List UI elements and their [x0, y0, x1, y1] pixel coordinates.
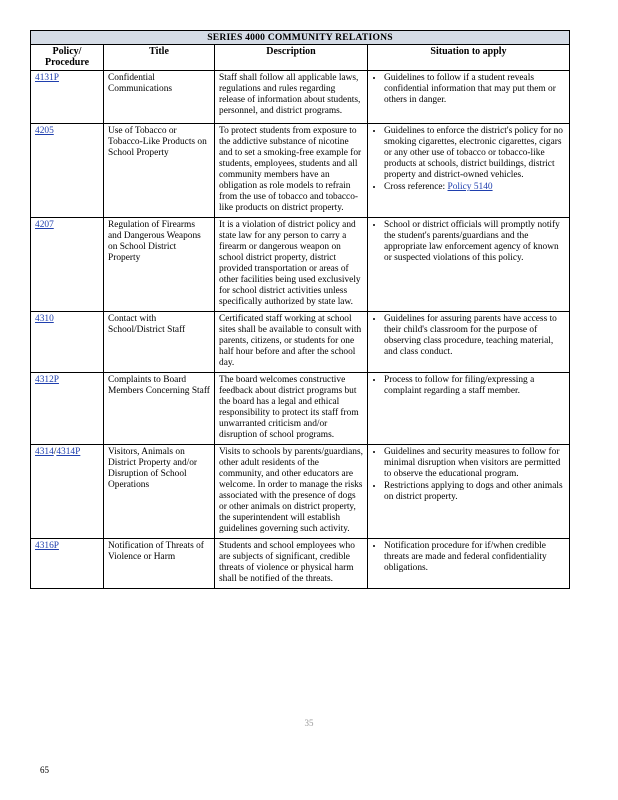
situation-list [372, 447, 565, 503]
situation-item: • Process to follow for filing/expressing a complaint regarding a staff member. [384, 375, 565, 397]
title-cell: Use of Tobacco or Tobacco-Like Products on School Property [104, 124, 215, 218]
situation-list [372, 220, 565, 264]
policy-link[interactable]: 4131P [35, 73, 59, 83]
policy-cell [31, 539, 104, 589]
situation-cell [368, 124, 570, 218]
situation-item: • Notification procedure for if/when credible threats are made and federal confidentiality obligations. [384, 541, 565, 574]
situation-cell [368, 71, 570, 124]
policy-link[interactable]: 4207 [35, 220, 54, 230]
title-cell: Notification of Threats of Violence or Harm [104, 539, 215, 589]
table-row [31, 218, 570, 312]
title-cell: Confidential Communications [104, 71, 215, 124]
header-situation: Situation to apply [368, 45, 570, 71]
title-cell: Visitors, Animals on District Property and/or Disruption of School Operations [104, 445, 215, 539]
situation-list [372, 314, 565, 358]
header-description: Description [215, 45, 368, 71]
community-relations-table [30, 30, 570, 589]
situation-cell [368, 445, 570, 539]
cross-reference-link[interactable]: Policy 5140 [447, 182, 493, 192]
description-cell: The board welcomes constructive feedback about district programs but the board has a legal and ethical responsibility to protect its staff from unwarranted criticism and/or disruption of school programs. [215, 373, 368, 445]
policy-link[interactable]: 4312P [35, 375, 59, 385]
table-row [31, 124, 570, 218]
situation-item: • Restrictions applying to dogs and other animals on district property. [384, 481, 565, 503]
description-cell: It is a violation of district policy and state law for any person to carry a firearm or dangerous weapon on school district property, district provided transportation or areas of other facilities being used exclusively for school district activities unless specifically authorized by state law. [215, 218, 368, 312]
left-page-number: 65 [40, 765, 49, 775]
title-cell: Complaints to Board Members Concerning Staff [104, 373, 215, 445]
situation-list [372, 73, 565, 106]
table-row [31, 539, 570, 589]
description-cell: To protect students from exposure to the addictive substance of nicotine and to set a smoking-free example for students, employees, students and all community members have an obligation as role models to refrain from the use of tobacco and tobacco-like products on district property. [215, 124, 368, 218]
cross-reference-item [384, 182, 565, 193]
situation-item: • Guidelines for assuring parents have access to their child's classroom for the purpose of observing class procedure, teaching material, and class conduct. [384, 314, 565, 358]
situation-cell [368, 218, 570, 312]
situation-cell [368, 539, 570, 589]
situation-list [372, 375, 565, 397]
table-row [31, 312, 570, 373]
policy-cell [31, 373, 104, 445]
center-page-number: 35 [304, 718, 314, 728]
table-row [31, 71, 570, 124]
situation-cell [368, 312, 570, 373]
description-cell: Certificated staff working at school sites shall be available to consult with parents, citizens, or students for one half hour before and after the school day. [215, 312, 368, 373]
title-cell: Contact with School/District Staff [104, 312, 215, 373]
title-cell: Regulation of Firearms and Dangerous Weapons on School District Property [104, 218, 215, 312]
situation-item: • School or district officials will promptly notify the student's parents/guardians and the appropriate law enforcement agency of known or suspected violations of this policy. [384, 220, 565, 264]
situation-item: • Guidelines to follow if a student reveals confidential information that may put them or others in danger. [384, 73, 565, 106]
situation-list [372, 126, 565, 193]
situation-list [372, 541, 565, 574]
cross-reference-label: Cross reference: [384, 182, 446, 192]
situation-item: • Guidelines and security measures to follow for minimal disruption when visitors are permitted to observe the educational program. [384, 447, 565, 480]
policy-link[interactable]: 4316P [35, 541, 59, 551]
table-row [31, 445, 570, 539]
policy-cell [31, 71, 104, 124]
policy-link[interactable]: 4310 [35, 314, 54, 324]
series-banner: SERIES 4000 COMMUNITY RELATIONS [31, 31, 570, 45]
header-policy: Policy/ Procedure [31, 45, 104, 71]
header-title: Title [104, 45, 215, 71]
series-banner-row [31, 31, 570, 45]
situation-item: • Guidelines to enforce the district's policy for no smoking cigarettes, electronic cigarettes, cigars or any other use of tobacco or tobacco-like products at schools, district buildings, district property and district-owned vehicles. [384, 126, 565, 181]
policy-separator: / [53, 447, 57, 457]
policy-cell [31, 445, 104, 539]
table-row [31, 373, 570, 445]
header-row [31, 45, 570, 71]
description-cell: Staff shall follow all applicable laws, regulations and rules regarding release of information about students, personnel, and district programs. [215, 71, 368, 124]
policy-link-procedure[interactable]: 4314P [56, 447, 81, 457]
policy-cell [31, 312, 104, 373]
policy-link[interactable]: 4205 [35, 126, 54, 136]
policy-cell [31, 124, 104, 218]
situation-cell [368, 373, 570, 445]
policy-link[interactable]: 4314 [35, 447, 54, 457]
description-cell: Visits to schools by parents/guardians, other adult residents of the community, and other educators are welcome. In order to manage the risks associated with the presence of dogs or other animals on district property, the superintendent will establish guidelines governing such activity. [215, 445, 368, 539]
description-cell: Students and school employees who are subjects of significant, credible threats of violence or physical harm shall be notified of the threats. [215, 539, 368, 589]
policy-cell [31, 218, 104, 312]
